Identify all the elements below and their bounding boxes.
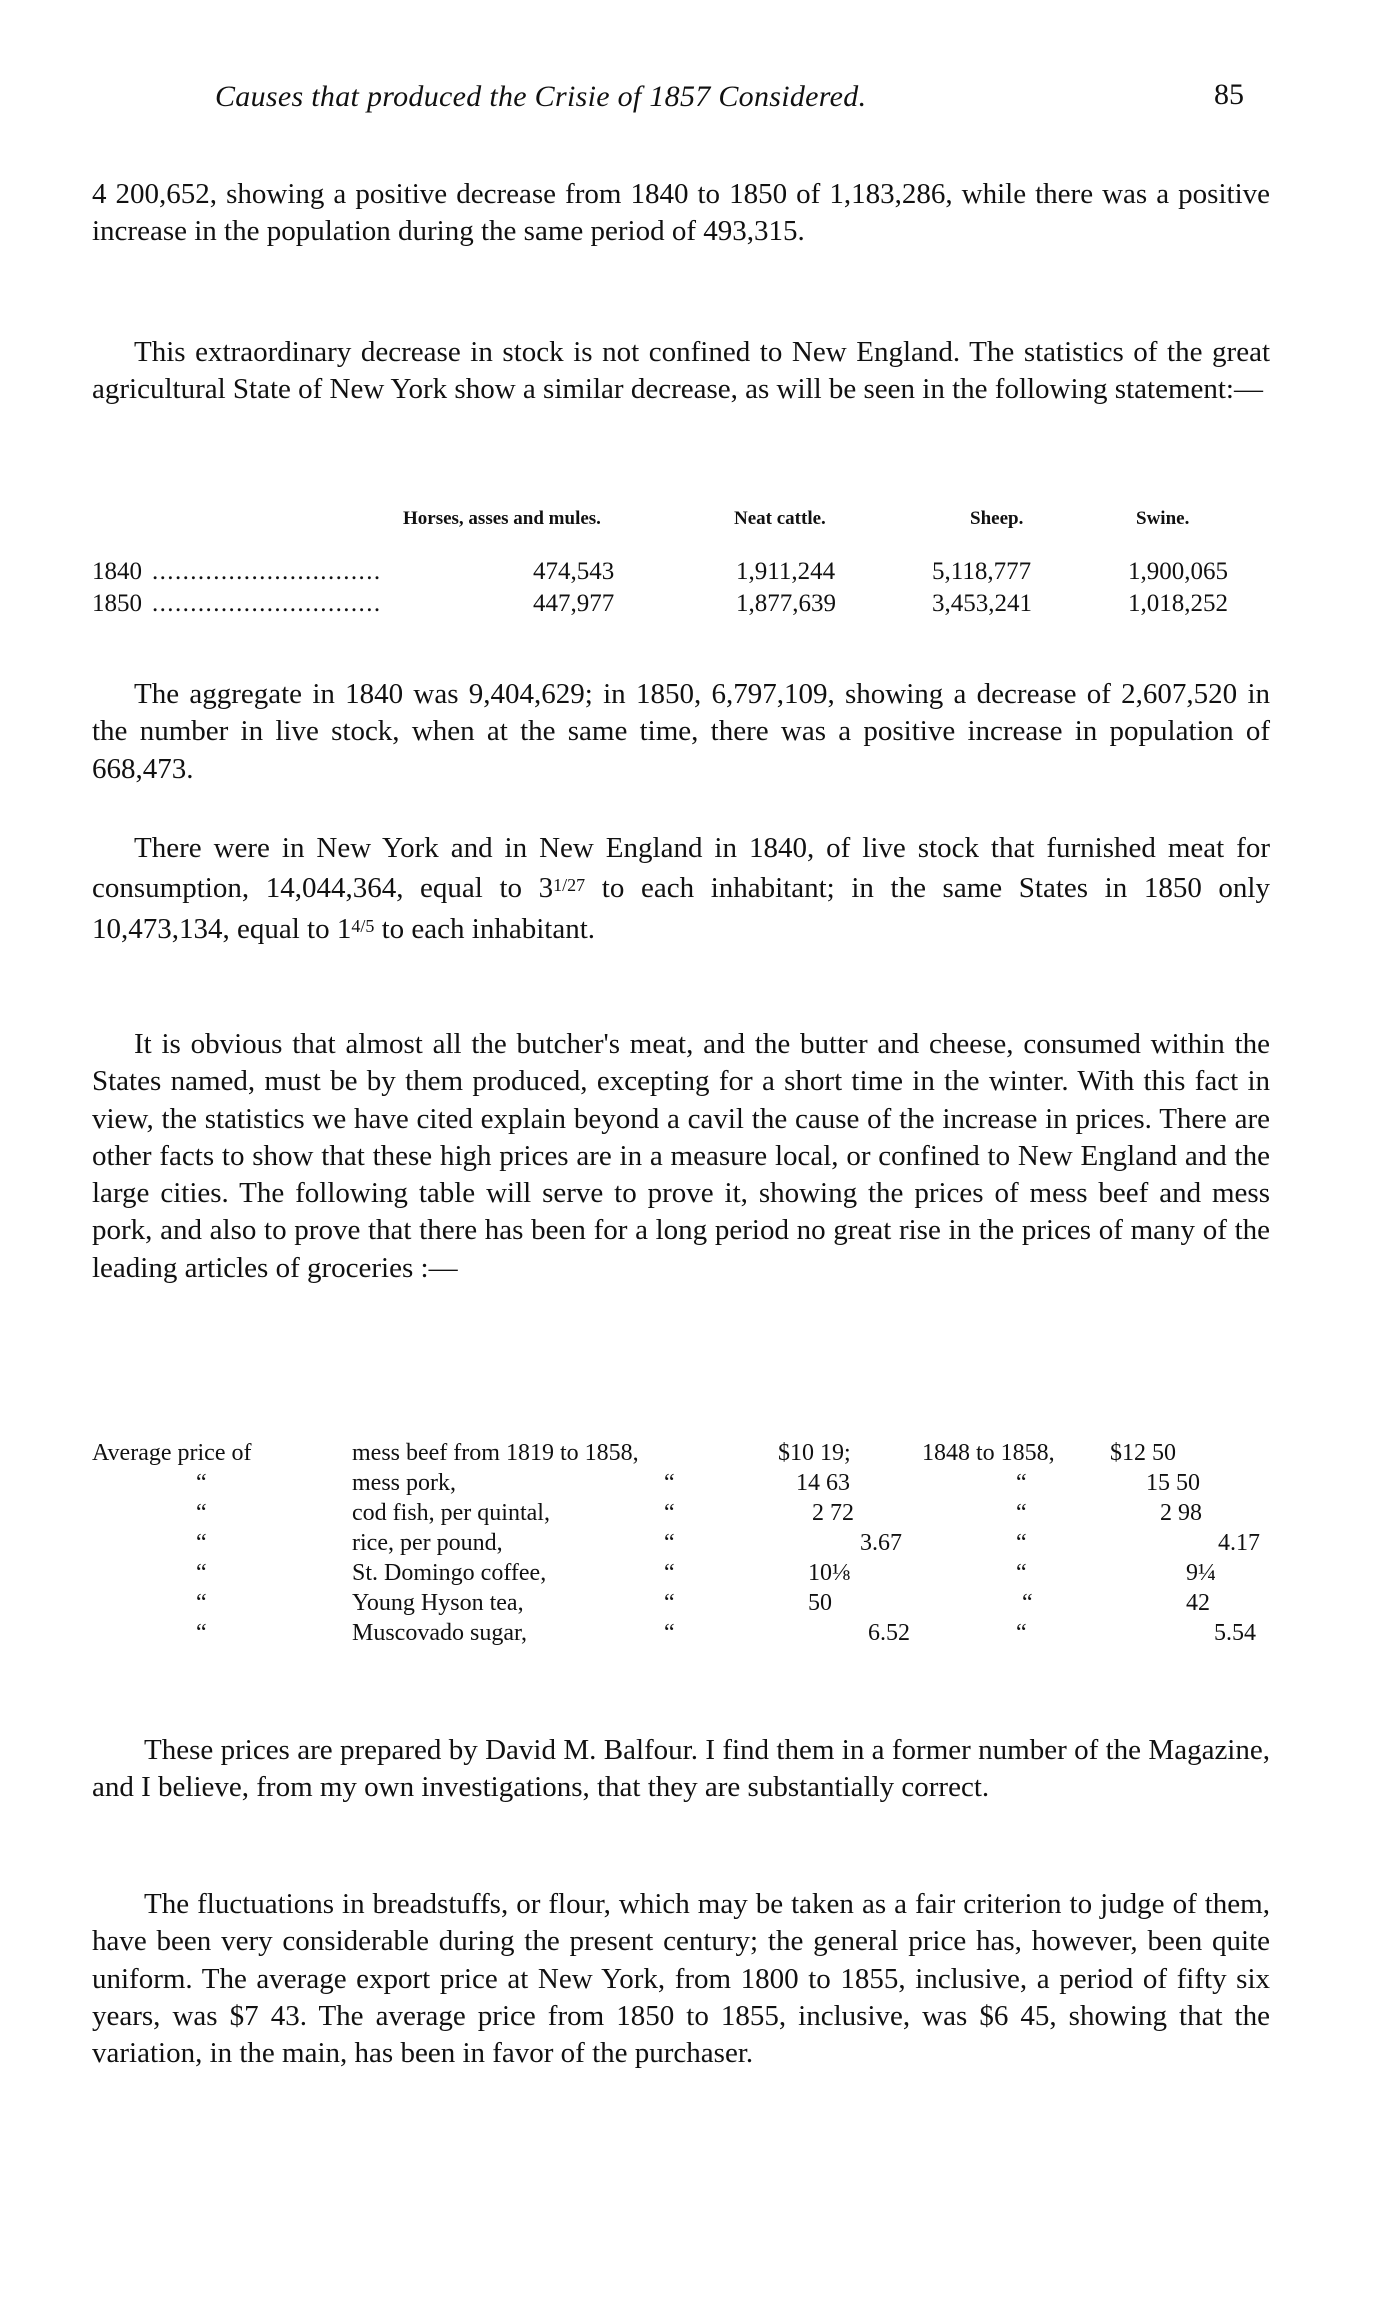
ditto-mark: “ [196,1530,207,1556]
ditto-mark: “ [1016,1620,1027,1646]
ditto-mark: “ [1016,1500,1027,1526]
paragraph-text: to each inhabitant. [374,912,596,945]
price-item: Muscovado sugar, [352,1620,528,1646]
price-value-second: $12 50 [1110,1440,1176,1466]
fraction: 4/5 [351,915,375,936]
stock-header-sheep: Sheep. [970,508,1024,529]
ditto-mark: “ [196,1500,207,1526]
price-value-second: 15 50 [1146,1470,1200,1496]
ditto-mark: “ [1016,1560,1027,1586]
price-value-second: 5.54 [1214,1620,1256,1646]
price-item: rice, per pound, [352,1530,503,1556]
ditto-mark: “ [664,1620,675,1646]
stock-cell-horses: 474,543 [533,558,615,585]
paragraph-continued: 4 200,652, showing a positive decrease from 1840 to 1850 of 1,183,286, while there was a positive increase in the population during the same period of 493,315. [92,178,1270,248]
ditto-mark: “ [664,1560,675,1586]
price-range-second: 1848 to 1858, [922,1440,1055,1466]
running-title: Causes that produced the Crisie of 1857 Considered. [215,80,867,113]
ditto-mark: “ [664,1500,675,1526]
price-item: mess beef from 1819 to 1858, [352,1440,639,1466]
stock-cell-sheep: 3,453,241 [932,590,1032,617]
stock-row-leader: .............................. [152,590,382,617]
page-number: 85 [1214,78,1244,111]
price-value-first: 50 [808,1590,832,1616]
ditto-mark: “ [196,1620,207,1646]
price-value-first: 14 63 [796,1470,850,1496]
stock-header-horses: Horses, asses and mules. [403,508,601,529]
fraction: 1/27 [553,875,586,896]
stock-cell-cattle: 1,911,244 [736,558,836,585]
ditto-mark: “ [196,1560,207,1586]
price-value-second: 9¼ [1186,1560,1216,1586]
stock-row-leader: .............................. [152,558,382,585]
paragraph-text: to each inhabitant; in the same States in 1850 only 10,473,134, equal to 1 [92,872,1270,945]
price-item: mess pork, [352,1470,456,1496]
stock-cell-cattle: 1,877,639 [736,590,836,617]
stock-row-year: 1850 [92,590,142,617]
price-value-first: $10 19; [778,1440,851,1466]
ditto-mark: “ [1016,1470,1027,1496]
price-item: cod fish, per quintal, [352,1500,550,1526]
paragraph-butchers-meat: It is obvious that almost all the butcher's meat, and the butter and cheese, consumed within the States named, must be by them produced, excepting for a short time in the winter. With this fact in view, the statistics we have cited explain beyond a cavil the cause of the increase in prices. There are other facts to show that these high prices are in a measure local, or confined to New England and the large cities. The following table will serve to prove it, showing the prices of mess beef and mess pork, and also to prove that there has been for a long period no great rise in the prices of many of the leading articles of groceries :— [92,1028,1270,1284]
paragraph-text: There were in New York and in New England in 1840, of live stock that furnished meat for consumption, 14,044,364, equal to 3 [92,832,1270,905]
ditto-mark: “ [664,1470,675,1496]
ditto-mark: “ [1016,1530,1027,1556]
ditto-mark: “ [664,1530,675,1556]
stock-header-swine: Swine. [1136,508,1190,529]
stock-cell-sheep: 5,118,777 [932,558,1032,585]
ditto-mark: “ [196,1590,207,1616]
price-value-first: 2 72 [812,1500,854,1526]
stock-cell-swine: 1,018,252 [1128,590,1228,617]
paragraph-balfour: These prices are prepared by David M. Balfour. I find them in a former number of the Magazine, and I believe, from my own investigations, that they are substantially correct. [92,1734,1270,1804]
stock-cell-swine: 1,900,065 [1128,558,1228,585]
paragraph-breadstuffs: The fluctuations in breadstuffs, or flour, which may be taken as a fair criterion to judge of them, have been very considerable during the present century; the general price has, however, been quite uniform. The average export price at New York, from 1800 to 1855, inclusive, a period of fifty six years, was $7 43. The average price from 1850 to 1855, inclusive, was $6 45, showing that the variation, in the main, has been in favor of the purchaser. [92,1888,1270,2070]
price-value-second: 4.17 [1218,1530,1260,1556]
ditto-mark: “ [664,1590,675,1616]
stock-row-year: 1840 [92,558,142,585]
price-item: St. Domingo coffee, [352,1560,547,1586]
price-value-second: 2 98 [1160,1500,1202,1526]
stock-cell-horses: 447,977 [533,590,615,617]
price-value-first: 3.67 [860,1530,902,1556]
price-value-first: 10⅛ [808,1560,850,1586]
price-value-second: 42 [1186,1590,1210,1616]
price-value-first: 6.52 [868,1620,910,1646]
stock-header-cattle: Neat cattle. [734,508,826,529]
ditto-mark: “ [1022,1590,1033,1616]
paragraph-aggregate: The aggregate in 1840 was 9,404,629; in 1850, 6,797,109, showing a decrease of 2,607,520 in the number in live stock, when at the same time, there was a positive increase in population of 668,473. [92,678,1270,785]
price-lead: Average price of [92,1440,252,1466]
ditto-mark: “ [196,1470,207,1496]
paragraph-meat-consumption [92,830,1270,948]
paragraph-stock-decrease: This extraordinary decrease in stock is not confined to New England. The statistics of the great agricultural State of New York show a similar decrease, as will be seen in the following statement:— [92,336,1270,406]
price-item: Young Hyson tea, [352,1590,524,1616]
